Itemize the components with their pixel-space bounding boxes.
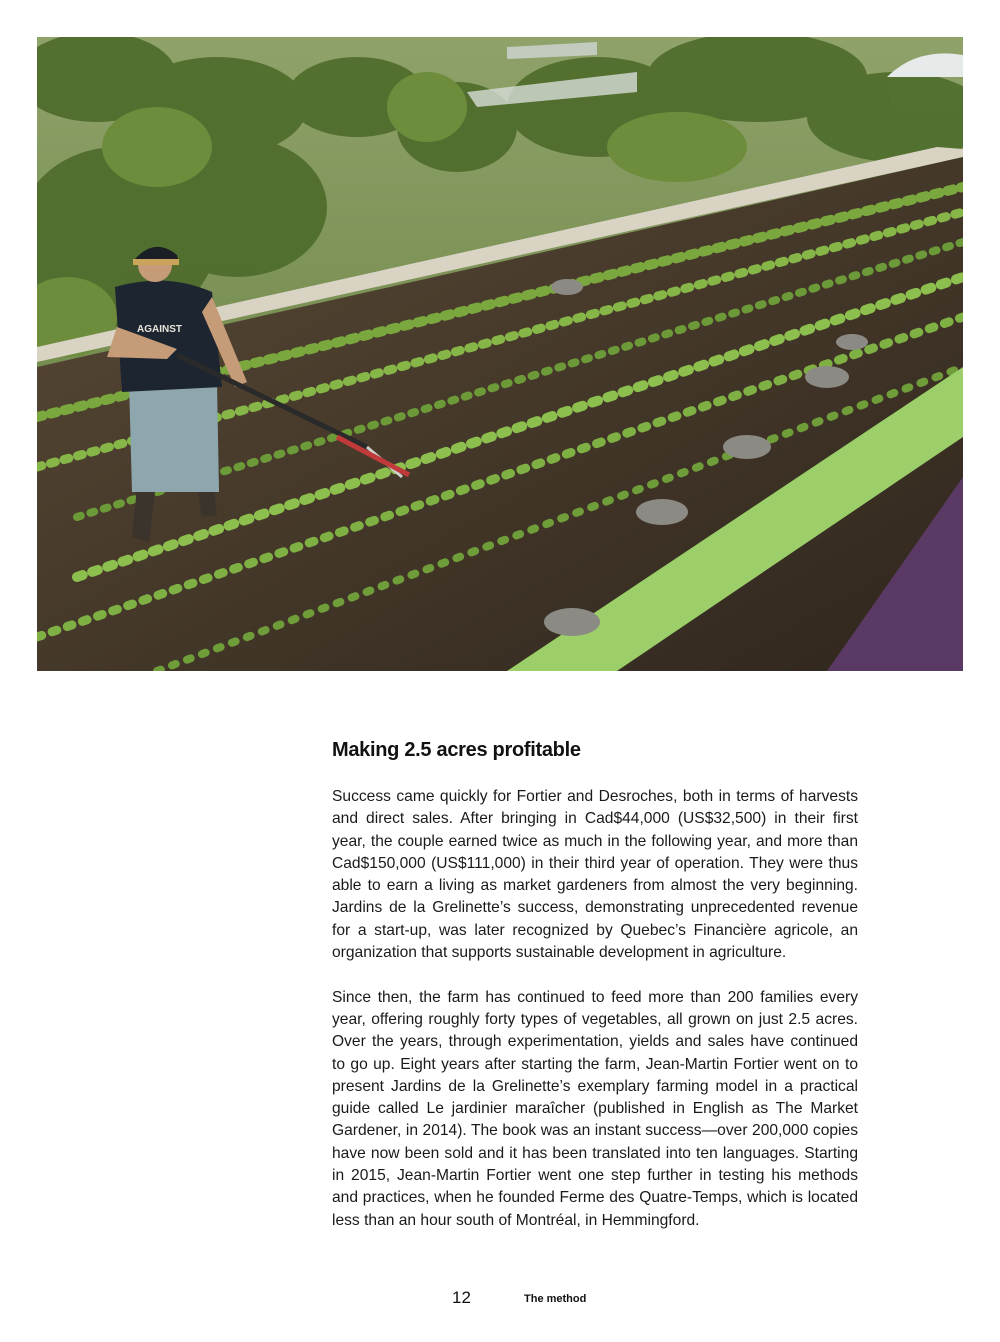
farm-field-illustration: [37, 37, 963, 671]
section-heading: Making 2.5 acres profitable: [332, 739, 581, 761]
shirt-text: AGAINST: [137, 324, 182, 335]
farm-photo: [37, 37, 963, 671]
paragraph-2: Since then, the farm has continued to feed more than 200 families every year, offering roughly forty types of vegetables, all grown on just 2.5 acres. Over the years, through experimentation, yields and sales have continued to go up. Eight years after starting the farm, Jean-Martin Fortier went on to present Jardins de la Grelinette’s exemplary farming model in a practical guide called Le jardinier maraîcher (published in English as The Market Gardener, in 2014). The book was an instant success—over 200,000 copies have now been sold and it has been translated into ten languages. Starting in 2015, Jean-Martin Fortier went one step further in testing his methods and practices, when he founded Ferme des Quatre-Temps, which is located less than an hour south of Montréal, in Hemmingford.: [332, 988, 858, 1229]
page-number: 12: [452, 1288, 471, 1307]
article: [332, 736, 858, 1232]
section-name: The method: [524, 1293, 587, 1305]
paragraph-1: Success came quickly for Fortier and Desroches, both in terms of harvests and direct sales. After bringing in Cad$44,000 (US$32,500) in their first year, the couple earned twice as much in the following year, and more than Cad$150,000 (US$111,000) in their third year of operation. They were thus able to earn a living as market gardeners from almost the very beginning. Jardins de la Grelinette’s success, demonstrating unprecedented revenue for a start-up, was later recognized by Quebec’s Financière agricole, an organization that supports sustainable development in agriculture.: [332, 788, 858, 962]
page-footer: [0, 1288, 1000, 1312]
